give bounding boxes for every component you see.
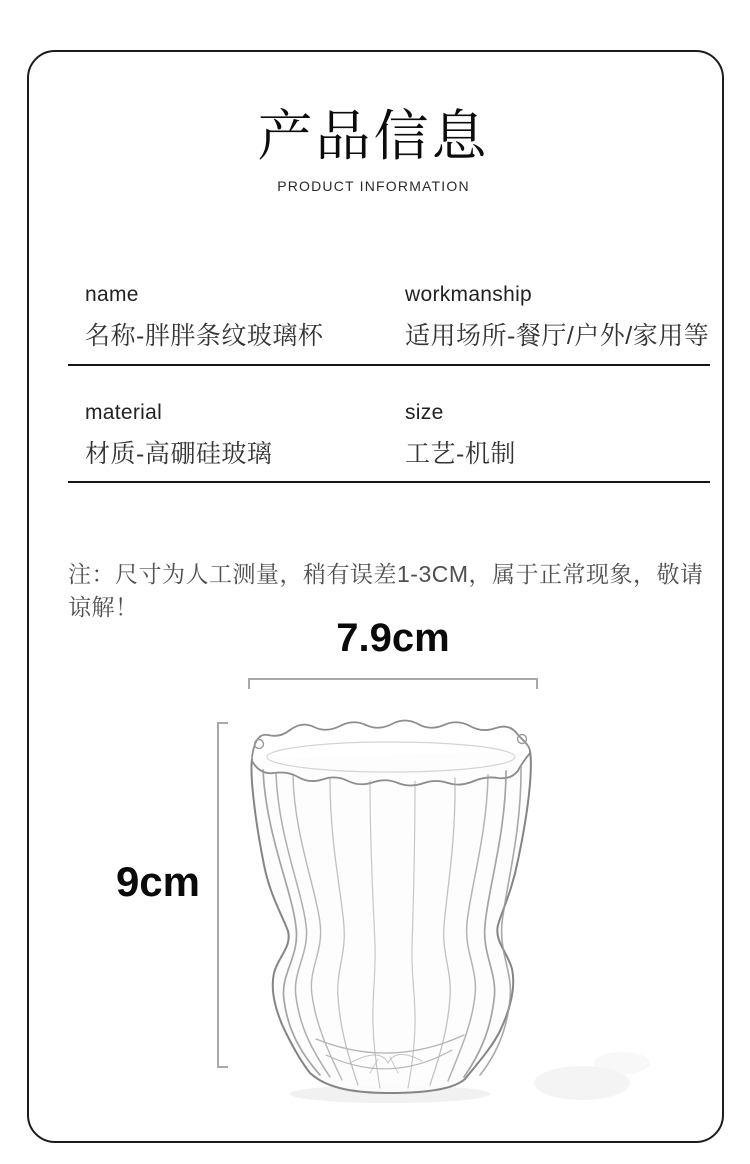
spec-label-size: size [405,401,444,424]
glass-body-outline [252,751,531,1093]
spec-value-material: 材质-高硼硅玻璃 [85,440,273,468]
spec-label-name: name [85,283,139,306]
width-measure-line [248,678,538,689]
spec-value-name: 名称-胖胖条纹玻璃杯 [85,322,324,350]
photo-smudge-2 [594,1052,650,1074]
spec-label-workmanship: workmanship [405,283,533,306]
spec-label-material: material [85,401,163,424]
width-dimension-label: 7.9cm [336,616,450,660]
page-subtitle: PRODUCT INFORMATION [277,178,470,194]
spec-value-size: 工艺-机制 [405,440,516,468]
table-divider-2 [68,481,710,483]
measurement-note: 注：尺寸为人工测量，稍有误差1-3CM，属于正常现象，敬请谅解！ [68,561,704,620]
glass-rim-back [252,721,530,758]
table-divider-1 [68,364,710,366]
height-dimension-label: 9cm [115,858,200,905]
page-title: 产品信息 [257,106,490,167]
spec-value-workmanship: 适用场所-餐厅/户外/家用等 [405,322,710,350]
product-image-glass-cup [230,695,650,1115]
glass-cup-illustration [230,695,650,1115]
height-measure-line [217,722,228,1068]
